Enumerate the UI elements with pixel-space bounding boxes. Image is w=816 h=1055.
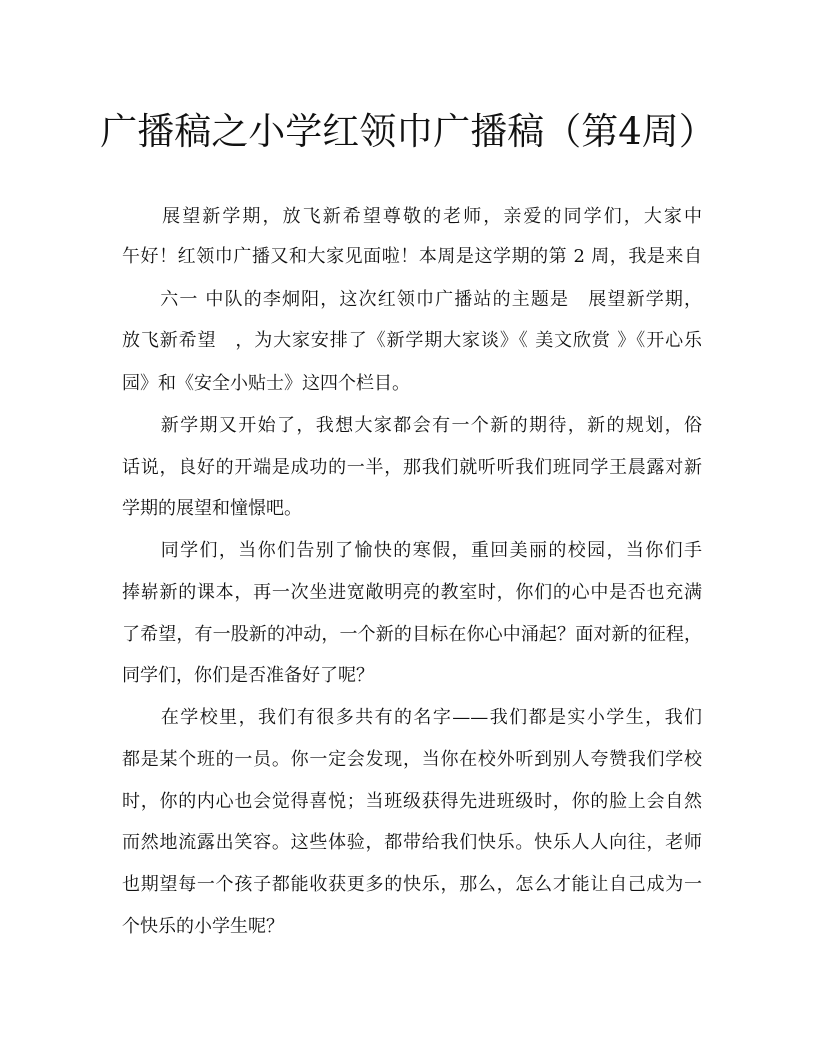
body-line: 六一 中队的李炯阳，这次红领巾广播站的主题是 展望新学期，: [122, 289, 702, 310]
document-title: 广播稿之小学红领巾广播稿（第4周）: [100, 110, 716, 153]
body-line: 了希望，有一股新的冲动，一个新的目标在你心中涌起？面对新的征程，: [122, 624, 702, 645]
body-line: 展望新学期，放飞新希望尊敬的老师，亲爱的同学们，大家中: [122, 206, 702, 227]
body-line: 同学们，你们是否准备好了呢？: [122, 665, 374, 686]
body-line: 话说，良好的开端是成功的一半，那我们就听听我们班同学王晨露对新: [122, 457, 702, 478]
body-line: 园》和《安全小贴士》这四个栏目。: [122, 373, 410, 394]
body-line: 都是某个班的一员。你一定会发现，当你在校外听到别人夸赞我们学校: [122, 749, 702, 770]
body-line: 在学校里，我们有很多共有的名字——我们都是实小学生，我们: [122, 707, 702, 728]
body-line: 新学期又开始了，我想大家都会有一个新的期待，新的规划，俗: [122, 415, 702, 436]
body-line: 而然地流露出笑容。这些体验，都带给我们快乐。快乐人人向往，老师: [122, 832, 702, 853]
body-line: 时，你的内心也会觉得喜悦；当班级获得先进班级时，你的脸上会自然: [122, 791, 702, 812]
body-line: 也期望每一个孩子都能收获更多的快乐，那么，怎么才能让自己成为一: [122, 874, 702, 895]
body-line: 午好！红领巾广播又和大家见面啦！本周是这学期的第 2 周，我是来自: [122, 246, 702, 267]
body-line: 同学们，当你们告别了愉快的寒假，重回美丽的校园，当你们手: [122, 540, 702, 561]
body-line: 捧崭新的课本，再一次坐进宽敞明亮的教室时，你们的心中是否也充满: [122, 582, 702, 603]
body-line: 放飞新希望 ，为大家安排了《新学期大家谈》《 美文欣赏 》《开心乐: [122, 330, 702, 351]
body-line: 个快乐的小学生呢？: [122, 916, 284, 937]
body-line: 学期的展望和憧憬吧。: [122, 498, 302, 519]
